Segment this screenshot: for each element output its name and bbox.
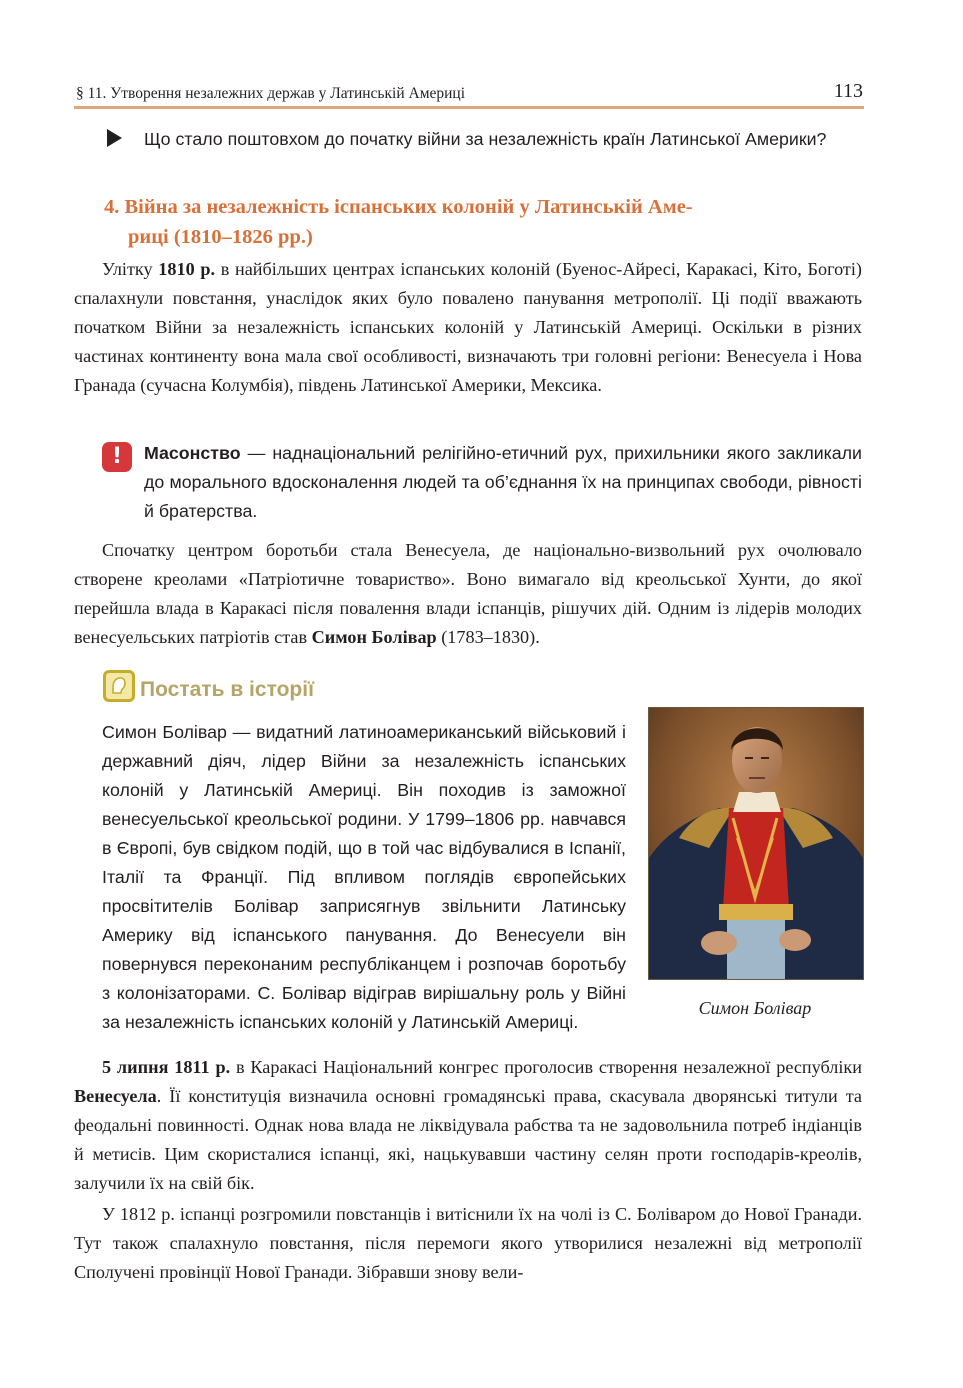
definition-text: Масонство — наднаціональний релігійно-етичний рух, прихильники якого закликали до морального вдосконалення людей та об’єднання їх на принципах свободи, рівності й братерства. <box>144 443 862 521</box>
paragraph-4: У 1812 р. іспанці розгромили повстанців і витіснили їх на чолі із С. Боліваром до Нової Гранади. Тут також спалахнуло повстання, після перемоги якого утворилися незалежні від метрополії Сполучені провінції Нової Гранади. Зібравши знову вели- <box>74 1204 862 1282</box>
page-number: 113 <box>833 80 863 102</box>
bullet-triangle-icon <box>107 129 122 147</box>
profile-head-icon <box>103 670 135 702</box>
bolivar-biography: Симон Болівар — видатний латиноамериканський військовий і державний діяч, лідер Війни за незалежність іспанських колоній у Латинській Америці. Він походив із заможної венесуельської креольської родини. У 1799–1806 рр. навчався в Європі, був свідком подій, що в той час відбувалися в Іспанії, Італії та Франції. Під впливом поглядів європейських просвітителів Болівар заприсягнув звільнити Латинську Америку від іспанського панування. До Венесуели він повернувся переконаним республіканцем і розпочав боротьбу з колонізаторами. С. Болівар відіграв вирішальну роль у Війні за незалежність іспанських колоній у Латинській Америці. <box>102 722 626 1032</box>
paragraph-2: Спочатку центром боротьби стала Венесуела, де національно-визвольний рух очолювало створене креолами «Патріотичне товариство». Воно вимагало від креольської Хунти, до якої перейшла влада в Каракасі після повалення влади іспанців, рішучих дій. Одним із лідерів молодих венесуельських патріотів став Симон Болівар (1783–1830). <box>74 540 862 647</box>
review-question: Що стало поштовхом до початку війни за незалежність країн Латинської Америки? <box>144 129 827 149</box>
bolivar-name: Симон Болівар <box>311 627 437 647</box>
paragraph-1: Улітку 1810 р. в найбільших центрах іспанських колоній (Буенос-Айресі, Каракасі, Кіто, Боготі) спалахнули повстання, унаслідок яких було повалено панування метрополії. Ці події вважають початком Війни за незалежність іспанських колоній у Латинській Америці. Оскільки в різних частинах континенту вона мала свої особливості, визначають три головні регіони: Венесуела і Нова Гранада (сучасна Колумбія), південь Латинської Америки, Мексика. <box>74 259 862 395</box>
header-rule <box>74 106 864 109</box>
exclamation-icon: ! <box>102 442 132 472</box>
section-heading-line1: 4. Війна за незалежність іспанських колоній у Латинській Аме- <box>104 196 693 218</box>
date-1811: 5 липня 1811 р. <box>102 1057 231 1077</box>
definition-term: Масонство <box>144 443 241 463</box>
running-title: § 11. Утворення незалежних держав у Латинській Америці <box>76 85 466 102</box>
section-heading <box>104 192 864 252</box>
portrait-caption: Симон Болівар <box>698 998 812 1018</box>
figure-box-heading: Постать в історії <box>140 678 314 701</box>
section-heading-line2: риці (1810–1826 рр.) <box>128 226 313 248</box>
bolivar-portrait <box>648 707 864 980</box>
date-1810: 1810 р. <box>158 259 216 279</box>
venezuela-term: Венесуела <box>74 1086 157 1106</box>
paragraph-3: 5 липня 1811 р. в Каракасі Національний конгрес проголосив створення незалежної республіки Венесуела. Її конституція визначила основні громадянські права, скасувала дворянські титули та феодальні повинності. Однак нова влада не ліквідувала рабства та не задовольнила потреб індіанців й метисів. Цим скористалися іспанці, які, нацькувавши частину селян проти господарів-креолів, залучили їх на свій бік. <box>74 1057 862 1193</box>
